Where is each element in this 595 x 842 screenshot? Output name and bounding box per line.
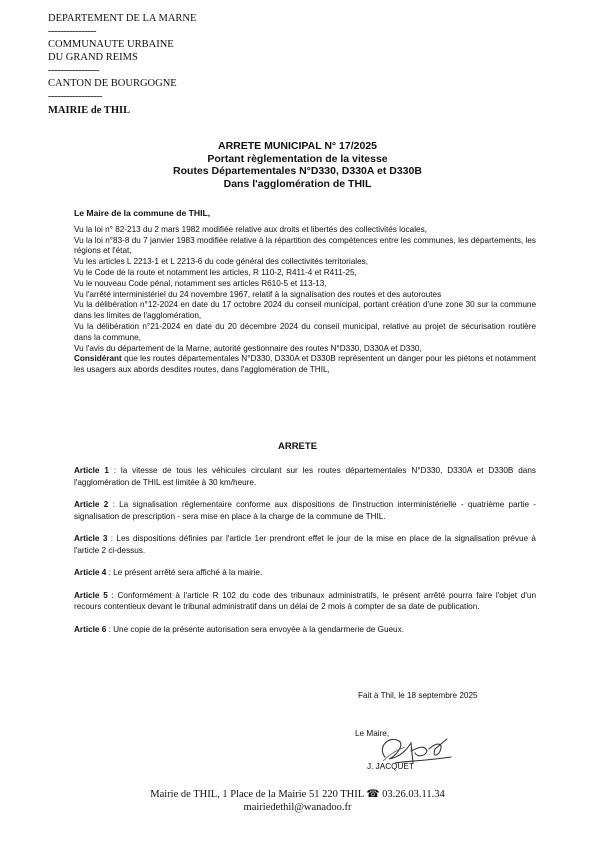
document-title [0, 140, 595, 190]
header-separator: ------------------ [48, 91, 102, 102]
article-label: Article 3 [74, 534, 108, 543]
arrete-heading: ARRETE [277, 441, 318, 452]
article-label: Article 5 [74, 590, 108, 600]
consideration-item: Vu la loi n°83-8 du 7 janvier 1983 modifiée relative à la répartition des compétences entre les communes, les départements, les régions et l'état, [74, 235, 536, 256]
article-label: Article 2 [74, 500, 109, 509]
article-6 [74, 624, 536, 636]
footer-contact [0, 788, 595, 814]
header-separator: ---------------- [48, 26, 96, 37]
considerant-paragraph [74, 354, 536, 376]
consideration-item: Vu les articles L 2213-1 et L 2213-6 du code général des collectivités territoriales, [74, 257, 369, 267]
title-line-1: ARRETE MUNICIPAL N° 17/2025 [217, 140, 378, 152]
footer-email: mairiedethil@wanadoo.fr [243, 802, 352, 813]
departement-label: DEPARTEMENT DE LA MARNE [48, 13, 197, 24]
article-4 [74, 567, 536, 579]
article-3 [74, 533, 536, 556]
footer-address: Mairie de THIL, 1 Place de la Mairie 51 220 THIL ☎ 03.26.03.11.34 [150, 789, 445, 800]
communaute-label-line2: DU GRAND REIMS [48, 52, 138, 63]
title-line-3: Routes Départementales N°D330, D330A et D330B [173, 165, 422, 177]
place-date-line: Fait à Thil, le 18 septembre 2025 [358, 691, 478, 700]
article-label: Article 6 [74, 624, 107, 634]
canton-label: CANTON DE BOURGOGNE [48, 78, 177, 89]
article-text: : Conformément à l'article R 102 du code des tribunaux administratifs, le présent arrêté pourra faire l'objet d'un recours contentieux devant le tribunal administratif dans un délai de 2 mois à compter de sa date de publication. [74, 590, 537, 611]
consideration-item: Vu le nouveau Code pénal, notamment ses articles R610-5 et 113-13, [74, 278, 327, 288]
article-5 [74, 590, 536, 613]
considerant-text: que les routes départementales N°D330, D330A et D330B représentent un danger pour les piétons et notamment les usagers aux abords desdites routes, dans l'agglomération de THIL, [74, 354, 536, 375]
considerations-section [74, 208, 536, 376]
considerant-label: Considérant [74, 354, 122, 364]
signatory-role: Le Maire, [355, 729, 390, 738]
article-1 [74, 465, 536, 488]
signatory-name: J. JACQUET [367, 762, 414, 771]
article-text: : Les dispositions définies par l'article 1er prendront effet le jour de la mise en place de la signalisation prévue à l'article 2 ci-dessus. [74, 534, 536, 555]
mairie-label: MAIRIE de THIL [48, 105, 131, 116]
consideration-item: Vu la délibération n°21-2024 en date du 20 décembre 2024 du conseil municipal, relative au projet de sécurisation routière dans la commune, [74, 321, 536, 342]
consideration-item: Vu la délibération n°12-2024 en date du 17 octobre 2024 du conseil municipal, portant création d'une zone 30 sur la commune dans les limites de l'agglomération, [74, 300, 536, 321]
communaute-label-line1: COMMUNAUTE URBAINE [48, 39, 174, 50]
consideration-item: Vu le Code de la route et notamment les articles, R 110-2, R411-4 et R411-25, [74, 267, 357, 277]
title-line-2: Portant règlementation de la vitesse [207, 152, 388, 165]
consideration-item: Vu la loi n° 82-213 du 2 mars 1982 modifiée relative aux droits et libertés des collectivités locales, [74, 224, 427, 234]
header-separator: ----------------- [48, 65, 99, 76]
consideration-item: Vu l'avis du département de la Marne, autorité gestionnaire des routes N°D330, D330A et D330, [74, 343, 422, 353]
consideration-item: Vu l'arrêté interministériel du 24 novembre 1967, relatif à la signalisation des routes et des autoroutes [74, 289, 442, 299]
signature-block [355, 727, 465, 775]
article-text: : La signalisation réglementaire conforme aux dispositions de l'instruction interministérielle - quatrième partie - signalisation de prescription - sera mise en place à la charge de la commune de THIL. [74, 500, 536, 521]
article-label: Article 4 [74, 568, 107, 577]
articles-section [74, 465, 536, 646]
article-text: : la vitesse de tous les véhicules circulant sur les routes départementales N°D330, D330A et D330B dans l'agglomération de THIL est limitée à 30 km/heure. [74, 466, 536, 487]
article-2 [74, 499, 536, 522]
article-label: Article 1 [74, 466, 109, 475]
article-text: : Le présent arrêté sera affiché à la mairie. [106, 568, 263, 577]
intro-line: Le Maire de la commune de THIL, [74, 208, 211, 218]
article-text: : Une copie de la présente autorisation sera envoyée à la gendarmerie de Gueux. [106, 624, 404, 634]
title-line-4: Dans l'agglomération de THIL [223, 177, 372, 190]
letterhead [48, 12, 196, 117]
